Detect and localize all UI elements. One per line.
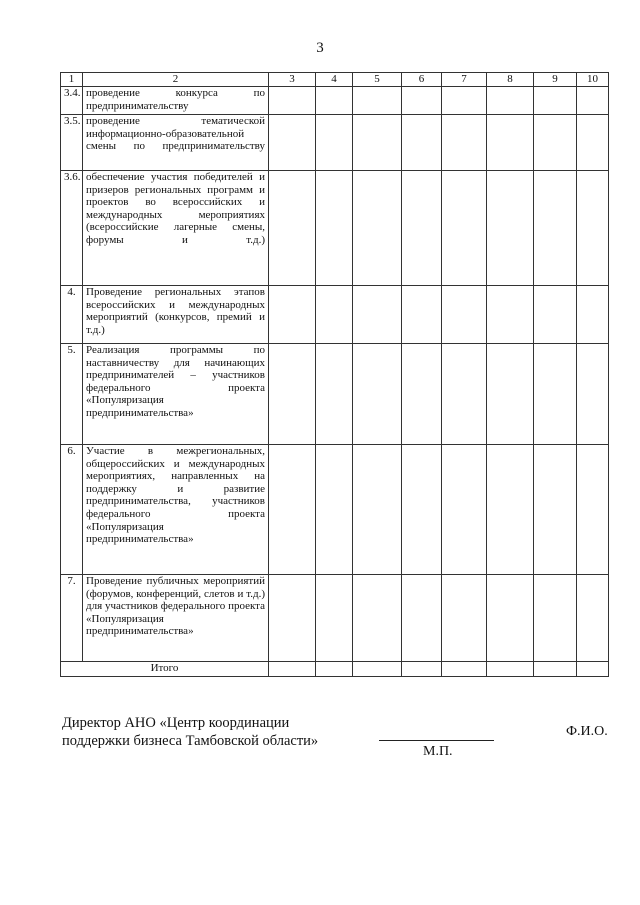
empty-cell <box>402 171 442 286</box>
empty-cell <box>487 344 534 445</box>
empty-cell <box>402 344 442 445</box>
row-number: 3.4. <box>61 87 83 115</box>
table-row <box>61 575 609 662</box>
name-placeholder: Ф.И.О. <box>566 724 608 739</box>
empty-cell <box>353 115 402 171</box>
empty-cell <box>269 87 316 115</box>
empty-cell <box>316 445 353 575</box>
empty-cell <box>269 344 316 445</box>
table-row <box>61 115 609 171</box>
empty-cell <box>534 171 577 286</box>
empty-cell <box>402 286 442 344</box>
header-row <box>61 73 609 87</box>
empty-cell <box>353 171 402 286</box>
empty-cell <box>442 286 487 344</box>
empty-cell <box>577 575 609 662</box>
row-number: 5. <box>61 344 83 445</box>
row-description: Участие в межрегиональных, общероссийских и международных мероприятиях, направленных на поддержку и развитие предпринимательства, участников федерального проекта «Популяризация предпринимательства» <box>83 445 269 575</box>
report-table <box>60 72 609 677</box>
header-cell: 4 <box>316 73 353 87</box>
empty-cell <box>316 171 353 286</box>
table-row <box>61 171 609 286</box>
empty-cell <box>534 662 577 677</box>
empty-cell <box>402 445 442 575</box>
empty-cell <box>534 87 577 115</box>
total-row <box>61 662 609 677</box>
empty-cell <box>316 575 353 662</box>
empty-cell <box>402 115 442 171</box>
empty-cell <box>442 344 487 445</box>
row-description: проведение конкурса по предпринимательству <box>83 87 269 115</box>
empty-cell <box>316 344 353 445</box>
signatory-title-line-1: Директор АНО «Центр координации <box>62 715 290 731</box>
empty-cell <box>442 575 487 662</box>
table-row <box>61 445 609 575</box>
table-row <box>61 286 609 344</box>
page-number: 3 <box>316 40 324 56</box>
empty-cell <box>269 662 316 677</box>
signatory-block <box>62 714 318 750</box>
empty-cell <box>402 575 442 662</box>
empty-cell <box>577 445 609 575</box>
empty-cell <box>577 171 609 286</box>
empty-cell <box>534 575 577 662</box>
empty-cell <box>353 575 402 662</box>
row-description: проведение тематической информационно-образовательной смены по предпринимательству <box>83 115 269 171</box>
empty-cell <box>487 115 534 171</box>
header-cell: 8 <box>487 73 534 87</box>
empty-cell <box>534 115 577 171</box>
empty-cell <box>402 87 442 115</box>
signature-line <box>379 740 494 741</box>
row-description: Реализация программы по наставничеству для начинающих предпринимателей – участников федерального проекта «Популяризация предпринимательства» <box>83 344 269 445</box>
empty-cell <box>316 87 353 115</box>
table-row <box>61 344 609 445</box>
empty-cell <box>487 445 534 575</box>
row-number: 3.6. <box>61 171 83 286</box>
empty-cell <box>534 344 577 445</box>
total-label: Итого <box>61 662 269 677</box>
empty-cell <box>442 87 487 115</box>
row-description: обеспечение участия победителей и призеров региональных программ и проектов во всероссийских и международных мероприятиях (всероссийские лагерные смены, форумы и т.д.) <box>83 171 269 286</box>
header-cell: 7 <box>442 73 487 87</box>
empty-cell <box>316 286 353 344</box>
header-cell: 9 <box>534 73 577 87</box>
empty-cell <box>577 286 609 344</box>
empty-cell <box>353 445 402 575</box>
empty-cell <box>487 87 534 115</box>
header-cell: 1 <box>61 73 83 87</box>
empty-cell <box>353 662 402 677</box>
empty-cell <box>442 115 487 171</box>
empty-cell <box>402 662 442 677</box>
empty-cell <box>487 286 534 344</box>
table-row <box>61 87 609 115</box>
empty-cell <box>534 445 577 575</box>
empty-cell <box>442 171 487 286</box>
empty-cell <box>316 115 353 171</box>
header-cell: 6 <box>402 73 442 87</box>
empty-cell <box>353 286 402 344</box>
empty-cell <box>534 286 577 344</box>
empty-cell <box>442 662 487 677</box>
header-cell: 2 <box>83 73 269 87</box>
row-number: 4. <box>61 286 83 344</box>
empty-cell <box>316 662 353 677</box>
empty-cell <box>577 662 609 677</box>
empty-cell <box>577 344 609 445</box>
empty-cell <box>353 344 402 445</box>
empty-cell <box>269 445 316 575</box>
empty-cell <box>269 171 316 286</box>
signatory-title-line-2: поддержки бизнеса Тамбовской области» <box>62 733 319 749</box>
empty-cell <box>487 662 534 677</box>
row-number: 6. <box>61 445 83 575</box>
empty-cell <box>442 445 487 575</box>
row-number: 7. <box>61 575 83 662</box>
row-number: 3.5. <box>61 115 83 171</box>
row-description: Проведение публичных мероприятий (форумов, конференций, слетов и т.д.) для участников федерального проекта «Популяризация предпринимательства» <box>83 575 269 662</box>
row-description: Проведение региональных этапов всероссийских и международных мероприятий (конкурсов, премий и т.д.) <box>83 286 269 344</box>
stamp-label: М.П. <box>423 744 453 759</box>
empty-cell <box>353 87 402 115</box>
empty-cell <box>577 87 609 115</box>
header-cell: 5 <box>353 73 402 87</box>
empty-cell <box>269 115 316 171</box>
empty-cell <box>269 286 316 344</box>
header-cell: 3 <box>269 73 316 87</box>
empty-cell <box>487 171 534 286</box>
empty-cell <box>269 575 316 662</box>
header-cell: 10 <box>577 73 609 87</box>
empty-cell <box>487 575 534 662</box>
empty-cell <box>577 115 609 171</box>
